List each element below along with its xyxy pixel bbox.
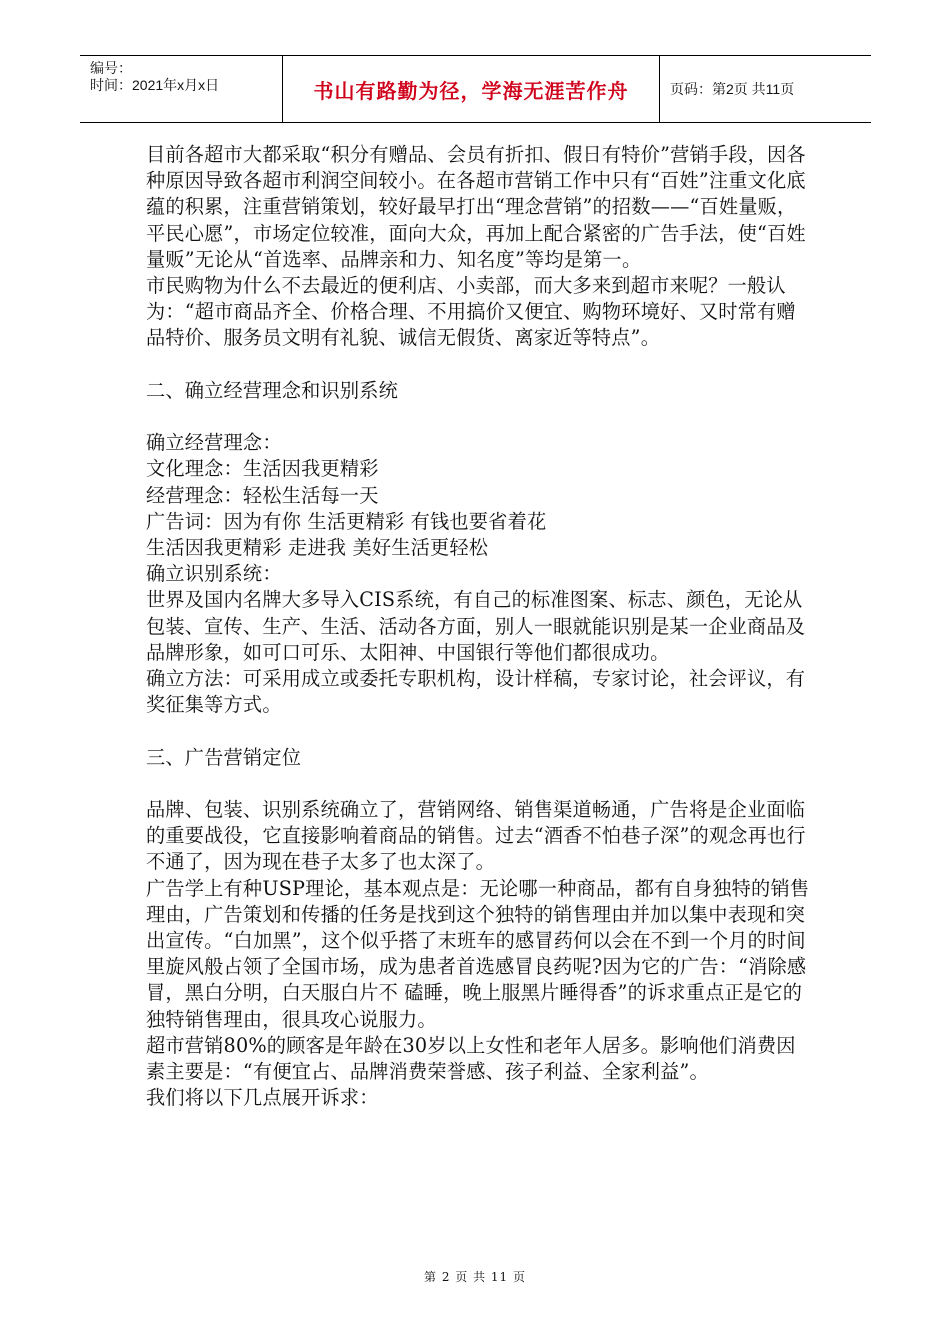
paragraph: 目前各超市大都采取“积分有赠品、会员有折扣、假日有特价”营销手段，因各种原因导致各超市利润空间较小。在各超市营销工作中只有“百姓”注重文化底蕴的积累，注重营销策划，较好最早打出“理念营销”的招数——“百姓量贩，平民心愿”，市场定位较准，面向大众，再加上配合紧密的广告手法，使“百姓量贩”无论从“首选率、品牌亲和力、知名度”等均是第一。 [146,143,806,271]
header-meta [80,56,282,122]
text-line: 广告词：因为有你 生活更精彩 有钱也要省着花 [146,509,547,533]
page-header [80,55,871,123]
paragraph: 超市营销80%的顾客是年龄在30岁以上女性和老年人居多。影响他们消费因素主要是：“有便宜占、品牌消费荣誉感、孩子利益、全家利益”。 [146,1033,796,1084]
section-heading: 三、广告营销定位 [146,745,302,769]
text-line: 经营理念：轻松生活每一天 [146,483,379,507]
document-body [146,142,810,1111]
text-line: 文化理念：生活因我更精彩 [146,457,379,481]
section-heading: 二、确立经营理念和识别系统 [146,378,399,402]
paragraph: 广告学上有种USP理论，基本观点是：无论哪一种商品，都有自身独特的销售理由，广告策划和传播的任务是找到这个独特的销售理由并加以集中表现和突出宣传。“白加黑”，这个似乎搭了末班车的感冒药何以会在不到一个月的时间里旋风般占领了全国市场，成为患者首选感冒良药呢?因为它的广告：“消除感冒，黑白分明，白天服白片不 磕睡，晚上服黑片睡得香”的诉求重点正是它的独特销售理由，很具攻心说服力。 [146,876,810,1031]
document-number-label: 编号： [90,60,132,76]
spacer [146,771,810,797]
text-line: 确立经营理念： [146,431,282,455]
paragraph: 世界及国内名牌大多导入CIS系统，有自己的标准图案、标志、颜色，无论从包装、宣传、生产、生活、活动各方面，别人一眼就能识别是某一企业商品及品牌形象，如可口可乐、太阳神、中国银行等他们都很成功。 [146,588,806,664]
header-motto: 书山有路勤为径，学海无涯苦作舟 [282,56,660,122]
paragraph: 我们将以下几点展开诉求： [146,1086,379,1110]
spacer [146,404,810,430]
paragraph: 品牌、包装、识别系统确立了，营销网络、销售渠道畅通，广告将是企业面临的重要战役，它直接影响着商品的销售。过去“酒香不怕巷子深”的观念再也行不通了，因为现在巷子太多了也太深了。 [146,798,806,874]
document-time-label: 时间：2021年x月x日 [90,77,220,93]
header-page-info: 页码：第2页 共11页 [670,81,795,97]
paragraph: 确立方法：可采用成立或委托专职机构，设计样稿，专家讨论，社会评议，有奖征集等方式。 [146,667,806,717]
text-line: 生活因我更精彩 走进我 美好生活更轻松 [146,536,489,560]
text-line: 确立识别系统： [146,562,282,586]
paragraph: 市民购物为什么不去最近的便利店、小卖部，而大多来到超市来呢？一般认为：“超市商品齐全、价格合理、不用搞价又便宜、购物环境好、又时常有赠品特价、服务员文明有礼貌、诚信无假货、离家近等特点”。 [146,274,796,350]
spacer [146,352,810,378]
spacer [146,718,810,744]
page-footer: 第 2 页 共 11 页 [424,1270,526,1284]
